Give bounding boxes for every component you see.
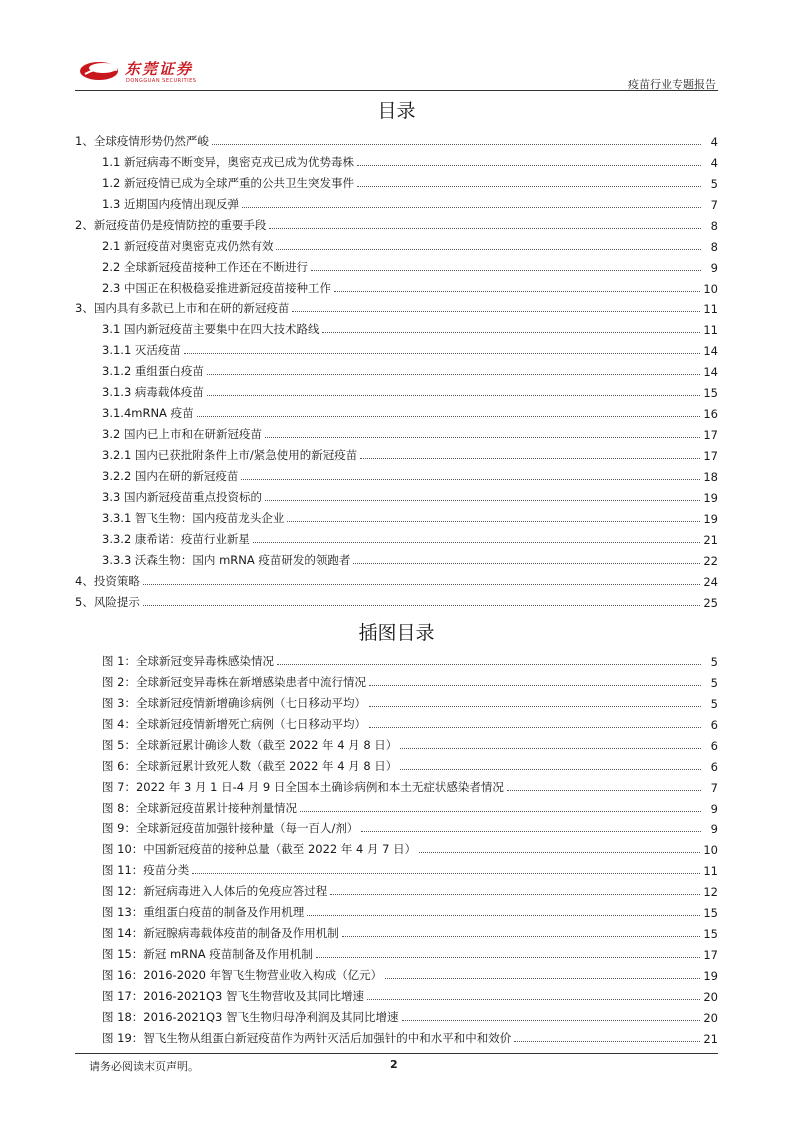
figure-entry-title: 图 7：2022 年 3 月 1 日-4 月 9 日全国本土确诊病例和本土无症状感染者情况	[102, 779, 504, 794]
dot-leader	[307, 914, 700, 916]
dot-leader	[357, 164, 701, 166]
figure-entry[interactable]	[102, 941, 718, 962]
figure-entry-page: 6	[710, 717, 718, 732]
figure-entry-title: 图 12：新冠病毒进入人体后的免疫应答过程	[102, 884, 328, 899]
toc-entry-page: 5	[710, 176, 718, 191]
dot-leader	[357, 185, 701, 187]
dot-leader	[184, 352, 700, 354]
figure-entry-page: 10	[703, 843, 718, 858]
figure-entry[interactable]	[102, 962, 718, 983]
figure-entry-page: 5	[710, 696, 718, 711]
dot-leader	[514, 1040, 700, 1042]
dot-leader	[197, 415, 701, 417]
dot-leader	[369, 684, 701, 686]
figure-entry-page: 6	[710, 759, 718, 774]
dot-leader	[353, 562, 700, 564]
dot-leader	[316, 956, 701, 958]
toc-entry-title: 3.2.1 国内已获批附条件上市/紧急使用的新冠疫苗	[102, 448, 358, 462]
figure-entry[interactable]	[102, 774, 718, 795]
toc-entry[interactable]	[75, 421, 718, 442]
figure-entry-title: 图 11：疫苗分类	[102, 863, 190, 878]
figure-entry[interactable]	[102, 753, 718, 774]
toc-entry-page: 25	[703, 595, 718, 610]
toc-entry[interactable]	[75, 568, 718, 589]
toc-entry-title: 3、国内具有多款已上市和在研的新冠疫苗	[75, 301, 290, 316]
figure-entry-page: 9	[710, 822, 718, 837]
figure-entry[interactable]	[102, 690, 718, 711]
dot-leader	[311, 269, 701, 271]
figure-entry-title: 图 14：新冠腺病毒载体疫苗的制备及作用机制	[102, 926, 339, 941]
dot-leader	[300, 810, 701, 812]
figure-entry-title: 图 8：全球新冠疫苗累计接种剂量情况	[102, 800, 297, 815]
toc-entry-page: 22	[703, 553, 718, 568]
disclaimer-note: 请务必阅读末页声明。	[89, 1060, 199, 1073]
toc-entry[interactable]	[75, 505, 718, 526]
dot-leader	[369, 705, 701, 707]
figure-entry[interactable]	[102, 795, 718, 816]
figure-entry-title: 图 9：全球新冠疫苗加强针接种量（每一百人/剂）	[102, 821, 359, 836]
figure-entry-page: 17	[703, 948, 718, 963]
figure-entry-title: 图 4：全球新冠疫情新增死亡病例（七日移动平均）	[102, 716, 366, 731]
toc-entry[interactable]	[75, 170, 718, 191]
dot-leader	[253, 541, 700, 543]
dot-leader	[207, 373, 700, 375]
dot-leader	[241, 478, 700, 480]
toc-entry-title: 4、投资策略	[75, 573, 140, 588]
dot-leader	[402, 1019, 701, 1021]
toc-entry[interactable]	[75, 400, 718, 421]
toc-entry-title: 3.1.3 病毒载体疫苗	[102, 385, 204, 400]
toc-entry-page: 11	[703, 323, 718, 338]
toc-entry-title: 3.2 国内已上市和在研新冠疫苗	[102, 427, 262, 442]
toc-entry[interactable]	[75, 337, 718, 358]
toc-entry-title: 3.3.1 智飞生物：国内疫苗龙头企业	[102, 510, 285, 525]
figure-entry[interactable]	[102, 816, 718, 837]
figure-entry[interactable]	[102, 878, 718, 899]
toc-entry-title: 2.2 全球新冠疫苗接种工作还在不断进行	[102, 259, 308, 274]
figure-entry[interactable]	[102, 857, 718, 878]
dot-leader	[265, 436, 700, 438]
dot-leader	[269, 227, 701, 229]
figure-entry-title: 图 6：全球新冠累计致死人数（截至 2022 年 4 月 8 日）	[102, 758, 398, 773]
dot-leader	[400, 747, 701, 749]
toc-entry[interactable]	[75, 358, 718, 379]
dot-leader	[360, 457, 700, 459]
dot-leader	[143, 583, 701, 585]
toc-title: 目录	[377, 100, 416, 122]
dot-leader	[369, 726, 701, 728]
toc-entry-page: 14	[703, 344, 718, 359]
toc-entry-title: 3.3.2 康希诺：疫苗行业新星	[102, 531, 250, 546]
toc-entry[interactable]	[75, 589, 718, 610]
dot-leader	[276, 248, 701, 250]
figure-entry[interactable]	[102, 920, 718, 941]
toc-entry[interactable]	[75, 463, 718, 484]
dot-leader	[342, 935, 701, 937]
dot-leader	[192, 872, 700, 874]
toc-entry-title: 3.1.1 灭活疫苗	[102, 343, 181, 358]
toc-entry[interactable]	[75, 526, 718, 547]
figure-list-title: 插图目录	[358, 622, 435, 644]
footer-divider	[75, 1053, 718, 1054]
company-logo	[79, 56, 219, 86]
toc-entry[interactable]	[75, 254, 718, 275]
toc-entry-page: 8	[710, 218, 718, 233]
toc-entry[interactable]	[75, 442, 718, 463]
dot-leader	[265, 499, 700, 501]
toc-entry-page: 17	[703, 449, 718, 463]
figure-entry-page: 15	[703, 906, 718, 921]
dot-leader	[277, 663, 701, 665]
toc-entry-page: 19	[703, 490, 718, 505]
figure-entry-page: 12	[703, 885, 718, 900]
toc-entry-page: 4	[710, 134, 718, 149]
toc-entry-title: 3.3.3 沃森生物：国内 mRNA 疫苗研发的领跑者	[102, 552, 351, 567]
toc-entry-title: 1.3 近期国内疫情出现反弹	[102, 196, 239, 211]
dot-leader	[334, 290, 700, 292]
toc-entry-title: 1、全球疫情形势仍然严峻	[75, 133, 209, 148]
toc-entry-title: 3.1.2 重组蛋白疫苗	[102, 364, 204, 379]
figure-entry-title: 图 10：中国新冠疫苗的接种总量（截至 2022 年 4 月 7 日）	[102, 842, 417, 857]
dot-leader	[419, 851, 700, 853]
report-type-label: 疫苗行业专题报告	[628, 78, 716, 91]
figure-entry-page: 5	[710, 675, 718, 690]
figure-entry[interactable]	[102, 1004, 718, 1025]
toc-entry-page: 8	[710, 239, 718, 254]
toc-entry-page: 9	[710, 260, 718, 275]
logo-text: 东莞证券	[125, 60, 194, 78]
toc-entry[interactable]	[75, 128, 718, 149]
page-header	[75, 52, 718, 92]
figure-entry-page: 20	[703, 989, 718, 1004]
dot-leader	[385, 977, 700, 979]
toc-entry-title: 3.1.4mRNA 疫苗	[102, 406, 194, 421]
logo-mark-icon	[79, 56, 123, 84]
figure-entry[interactable]	[102, 711, 718, 732]
toc-entry[interactable]	[75, 212, 718, 233]
figure-entry-page: 7	[710, 780, 718, 795]
figure-entry-page: 19	[703, 969, 718, 983]
toc-entry[interactable]	[75, 275, 718, 296]
dot-leader	[507, 789, 701, 791]
figure-entry[interactable]	[102, 669, 718, 690]
dot-leader	[400, 768, 701, 770]
toc-entry-page: 14	[703, 365, 718, 380]
toc-entry-title: 1.2 新冠疫情已成为全球严重的公共卫生突发事件	[102, 175, 354, 190]
toc-entry-title: 2.1 新冠疫苗对奥密克戎仍然有效	[102, 238, 274, 253]
toc-entry[interactable]	[75, 379, 718, 400]
dot-leader	[367, 998, 700, 1000]
toc-entry-title: 1.1 新冠病毒不断变异，奥密克戎已成为优势毒株	[102, 154, 354, 169]
toc-entry-page: 21	[703, 532, 718, 547]
figure-entry-title: 图 17：2016-2021Q3 智飞生物营收及其同比增速	[102, 988, 364, 1003]
dot-leader	[361, 830, 701, 832]
toc-entry-title: 2、新冠疫苗仍是疫情防控的重要手段	[75, 217, 267, 232]
toc-entry-title: 3.3 国内新冠疫苗重点投资标的	[102, 489, 262, 504]
figure-entry-title: 图 18：2016-2021Q3 智飞生物归母净利润及其同比增速	[102, 1009, 399, 1024]
figure-entry-title: 图 13：重组蛋白疫苗的制备及作用机理	[102, 905, 305, 920]
figure-entry-title: 图 5：全球新冠累计确诊人数（截至 2022 年 4 月 8 日）	[102, 737, 398, 752]
dot-leader	[292, 310, 700, 312]
dot-leader	[207, 394, 700, 396]
toc-entry-page: 19	[703, 511, 718, 526]
dot-leader	[322, 331, 700, 333]
dot-leader	[330, 893, 700, 895]
dot-leader	[242, 206, 701, 208]
figure-entry-page: 20	[703, 1010, 718, 1025]
toc-entry[interactable]	[75, 316, 718, 337]
figure-entry[interactable]	[102, 899, 718, 920]
toc-entry-page: 4	[710, 155, 718, 170]
toc-entry[interactable]	[75, 233, 718, 254]
figure-entry-title: 图 1：全球新冠变异毒株感染情况	[102, 653, 274, 668]
figure-entry[interactable]	[102, 732, 718, 753]
toc-entry-page: 16	[703, 407, 718, 422]
figure-entry-page: 9	[710, 801, 718, 816]
toc-entry-page: 17	[703, 428, 718, 443]
header-divider	[75, 90, 718, 91]
toc-entry-page: 24	[703, 574, 718, 589]
toc-entry[interactable]	[75, 191, 718, 212]
figure-entry-page: 15	[703, 927, 718, 942]
figure-entry[interactable]	[102, 983, 718, 1004]
figure-entry-title: 图 19：智飞生物从组蛋白新冠疫苗作为两针灭活后加强针的中和水平和中和效价	[102, 1030, 512, 1045]
page-number: 2	[390, 1058, 398, 1071]
toc-entry-title: 3.1 国内新冠疫苗主要集中在四大技术路线	[102, 322, 320, 337]
toc-entry-title: 5、风险提示	[75, 594, 140, 609]
toc-entry-page: 18	[703, 469, 718, 484]
toc-entry-page: 15	[703, 386, 718, 401]
toc-entry-title: 3.2.2 国内在研的新冠疫苗	[102, 468, 239, 483]
figure-entry-page: 5	[710, 654, 718, 669]
toc-entry[interactable]	[75, 149, 718, 170]
toc-entry-page: 10	[703, 281, 718, 296]
logo-subtext: DONGGUAN SECURITIES	[126, 78, 197, 84]
table-of-contents	[75, 128, 718, 610]
toc-entry[interactable]	[75, 547, 718, 568]
dot-leader	[143, 604, 701, 606]
figure-entry-page: 6	[710, 738, 718, 753]
figure-entry-title: 图 3：全球新冠疫情新增确诊病例（七日移动平均）	[102, 695, 366, 710]
figure-entry[interactable]	[102, 1025, 718, 1046]
toc-entry-page: 7	[710, 197, 718, 212]
figure-entry-page: 11	[703, 864, 718, 879]
dot-leader	[212, 143, 701, 145]
figure-entry[interactable]	[102, 836, 718, 857]
toc-entry[interactable]	[75, 296, 718, 317]
figure-entry-title: 图 2：全球新冠变异毒株在新增感染患者中流行情况	[102, 674, 366, 689]
figure-list	[102, 648, 718, 1046]
dot-leader	[287, 520, 700, 522]
toc-entry-page: 11	[703, 302, 718, 317]
figure-entry-title: 图 15：新冠 mRNA 疫苗制备及作用机制	[102, 947, 313, 962]
toc-entry[interactable]	[75, 484, 718, 505]
figure-entry-page: 21	[703, 1031, 718, 1046]
figure-entry[interactable]	[102, 648, 718, 669]
toc-entry-title: 2.3 中国正在积极稳妥推进新冠疫苗接种工作	[102, 280, 331, 295]
figure-entry-title: 图 16：2016-2020 年智飞生物营业收入构成（亿元）	[102, 968, 383, 982]
